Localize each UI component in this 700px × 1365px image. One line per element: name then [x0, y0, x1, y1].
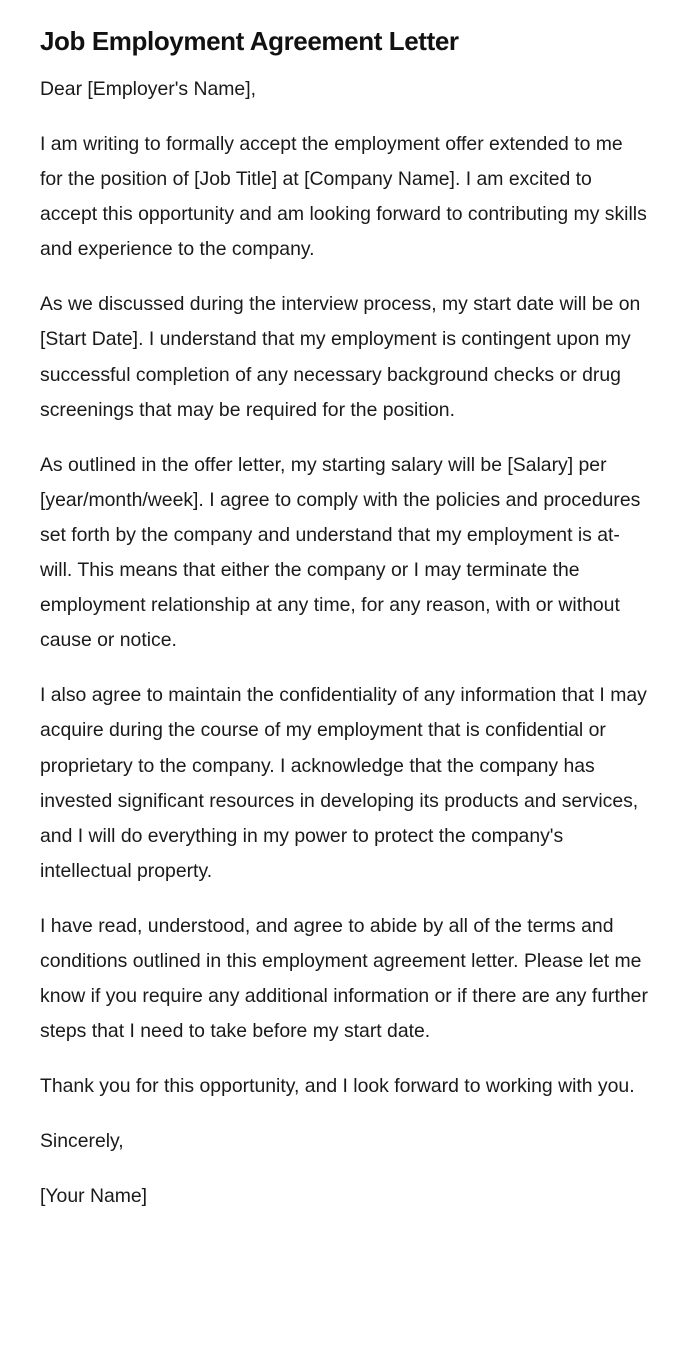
letter-signature: [Your Name] — [40, 1185, 148, 1208]
letter-paragraph-confidentiality: I also agree to maintain the confidentiality of any information that I may acquire during the course of my employment that is confidential or proprietary to the company. I acknowledge that the company has invested significant resources in developing its products and services, and I will do everything in my power to protect the company's intellectual property. — [40, 684, 647, 882]
letter-title: Job Employment Agreement Letter — [40, 26, 459, 56]
letter-paragraph-start-date: As we discussed during the interview process, my start date will be on [Start Date]. I understand that my employment is contingent upon my successful completion of any necessary background checks or drug screenings that may be required for the position. — [40, 293, 641, 421]
letter-paragraph-agreement: I have read, understood, and agree to abide by all of the terms and conditions outlined in this employment agreement letter. Please let me know if you require any additional information or if there are any further steps that I need to take before my start date. — [40, 914, 648, 1043]
letter-salutation: Dear [Employer's Name], — [40, 78, 256, 100]
letter-document — [40, 0, 650, 1214]
letter-closing: Sincerely, — [40, 1130, 124, 1153]
letter-paragraph-acceptance: I am writing to formally accept the employment offer extended to me for the position of [Job Title] at [Company Name]. I am excited to accept this opportunity and am looking forward to contributing my skills and experience to the company. — [40, 133, 647, 261]
letter-paragraph-salary: As outlined in the offer letter, my starting salary will be [Salary] per [year/month/week]. I agree to comply with the policies and procedures set forth by the company and understand that my employment is at-will. This means that either the company or I may terminate the employment relationship at any time, for any reason, with or without cause or notice. — [40, 453, 641, 652]
letter-paragraph-thanks: Thank you for this opportunity, and I look forward to working with you. — [40, 1075, 635, 1098]
